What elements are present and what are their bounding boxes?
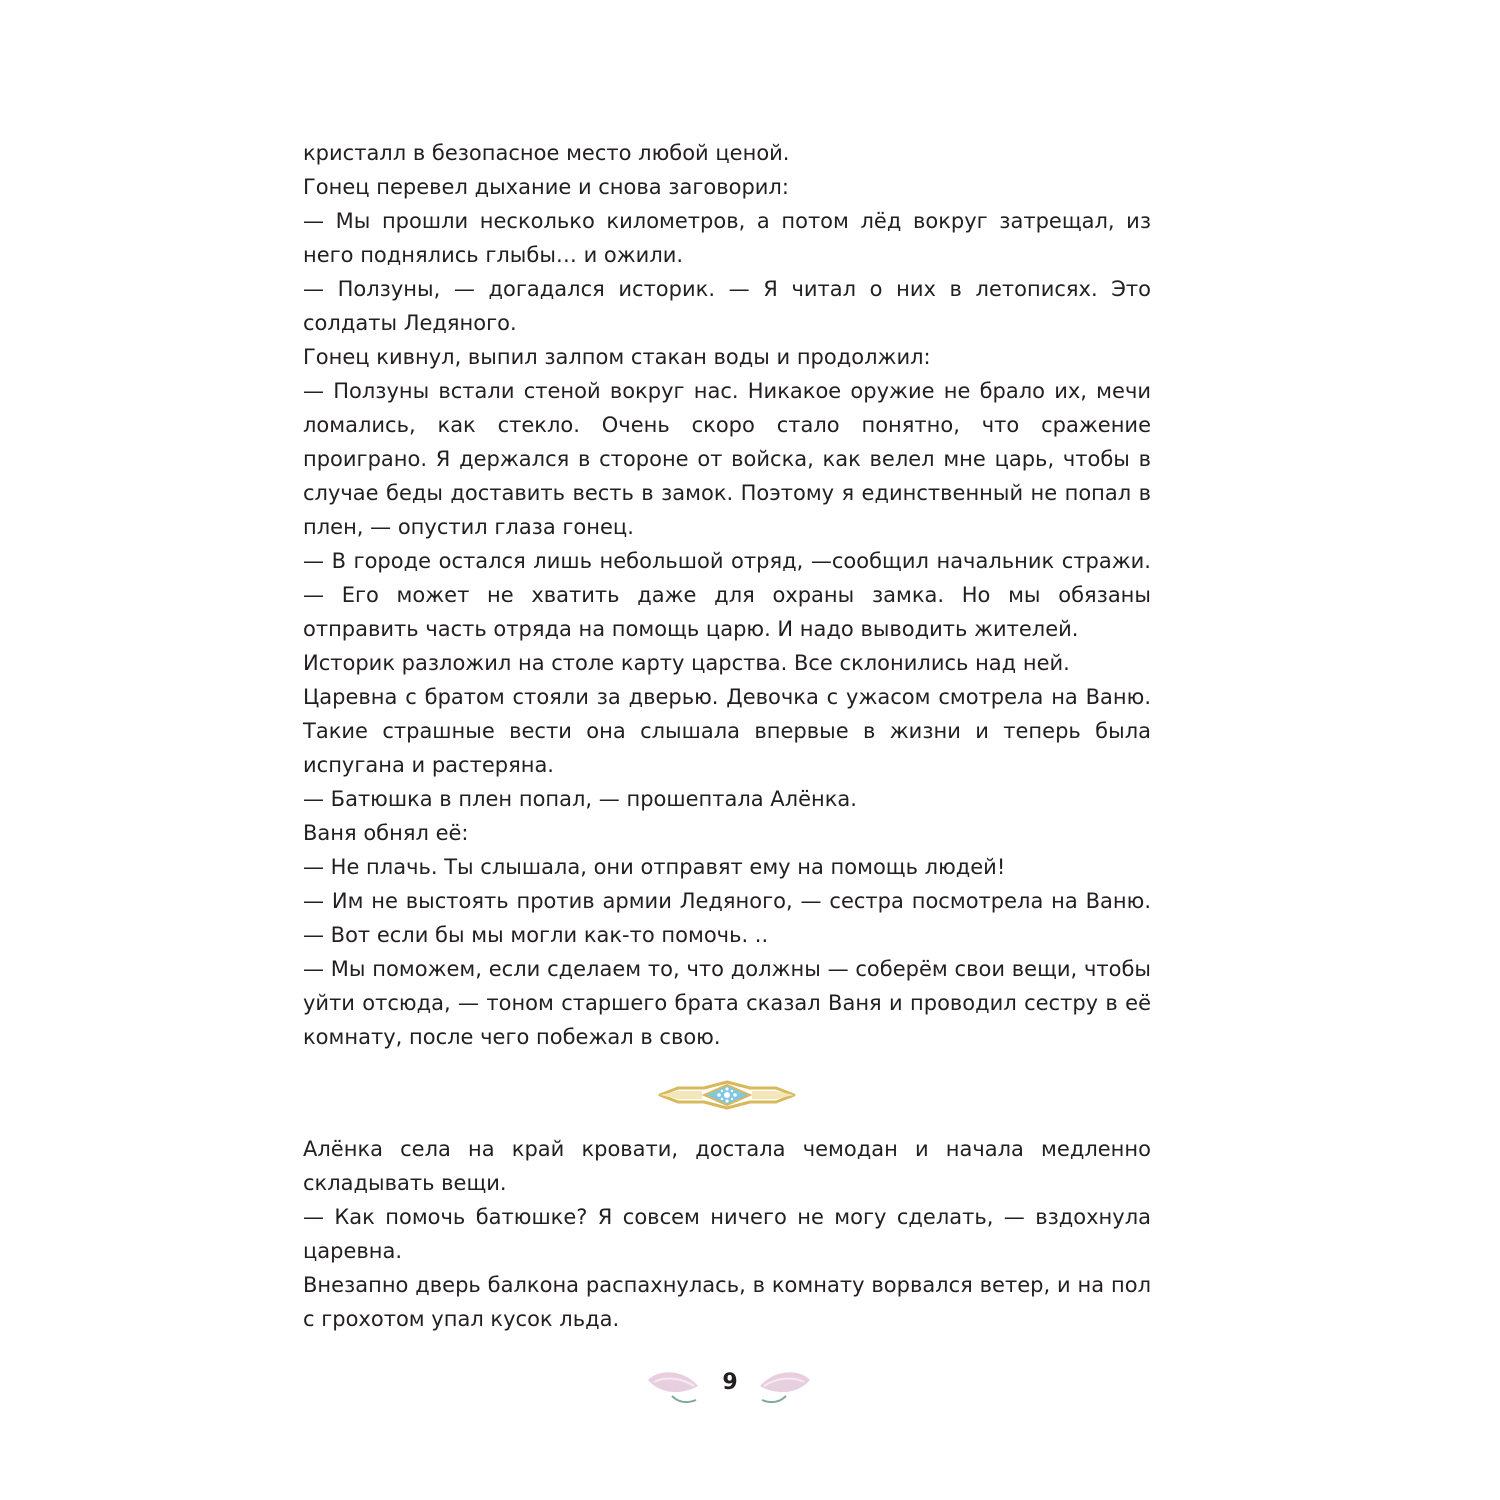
page-footer: [640, 1362, 820, 1412]
paragraph: Гонец перевел дыхание и снова заговорил:: [303, 175, 789, 199]
paragraph: — Мы поможем, если сделаем то, что должны — соберём свои вещи, чтобы уйти отсюда, — тоном старшего брата сказал Ваня и проводил сестру в её комнату, после чего побежал в свою.: [303, 957, 1151, 1049]
paragraph: Историк разложил на столе карту царства. Все склонились над ней.: [303, 651, 1070, 675]
paragraph: — Не плачь. Ты слышала, они отправят ему на помощь людей!: [303, 855, 1006, 879]
flower-petal-right-icon: [754, 1366, 814, 1406]
paragraph: Ваня обнял её:: [303, 821, 469, 845]
paragraph: — Мы прошли несколько километров, а потом лёд вокруг затрещал, из него поднялись глыбы… и ожили.: [303, 209, 1151, 267]
page-number: 9: [722, 1370, 738, 1395]
paragraph: — В городе остался лишь небольшой отряд, —сообщил начальник стражи. — Его может не хватить даже для охраны замка. Но мы обязаны отправить часть отряда на помощь царю. И надо выводить жителей.: [303, 549, 1151, 641]
paragraph: кристалл в безопасное место любой ценой.: [303, 141, 790, 165]
paragraph: — Им не выстоять против армии Ледяного, — сестра посмотрела на Ваню. — Вот если бы мы могли как-то помочь. ..: [303, 889, 1151, 947]
paragraph: Гонец кивнул, выпил залпом стакан воды и продолжил:: [303, 345, 931, 369]
paragraph: — Батюшка в плен попал, — прошептала Алёнка.: [303, 787, 857, 811]
paragraph: Царевна с братом стояли за дверью. Девочка с ужасом смотрела на Ваню. Такие страшные вести она слышала впервые в жизни и теперь была испугана и растеряна.: [303, 685, 1151, 777]
main-text-block: [303, 136, 1151, 1054]
paragraph: — Ползуны, — догадался историк. — Я читал о них в летописях. Это солдаты Ледяного.: [303, 277, 1151, 335]
ornament-divider-icon: [656, 1078, 798, 1112]
continuation-text-block: [303, 1132, 1151, 1336]
paragraph: — Как помочь батюшке? Я совсем ничего не могу сделать, — вздохнула царевна.: [303, 1205, 1151, 1263]
paragraph: — Ползуны встали стеной вокруг нас. Никакое оружие не брало их, мечи ломались, как стекло. Очень скоро стало понятно, что сражение проиграно. Я держался в стороне от войска, как велел мне царь, чтобы в случае беды доставить весть в замок. Поэтому я единственный не попал в плен, — опустил глаза гонец.: [303, 379, 1151, 539]
paragraph: Внезапно дверь балкона распахнулась, в комнату ворвался ветер, и на пол с грохотом упал кусок льда.: [303, 1273, 1151, 1331]
paragraph: Алёнка села на край кровати, достала чемодан и начала медленно складывать вещи.: [303, 1137, 1151, 1195]
